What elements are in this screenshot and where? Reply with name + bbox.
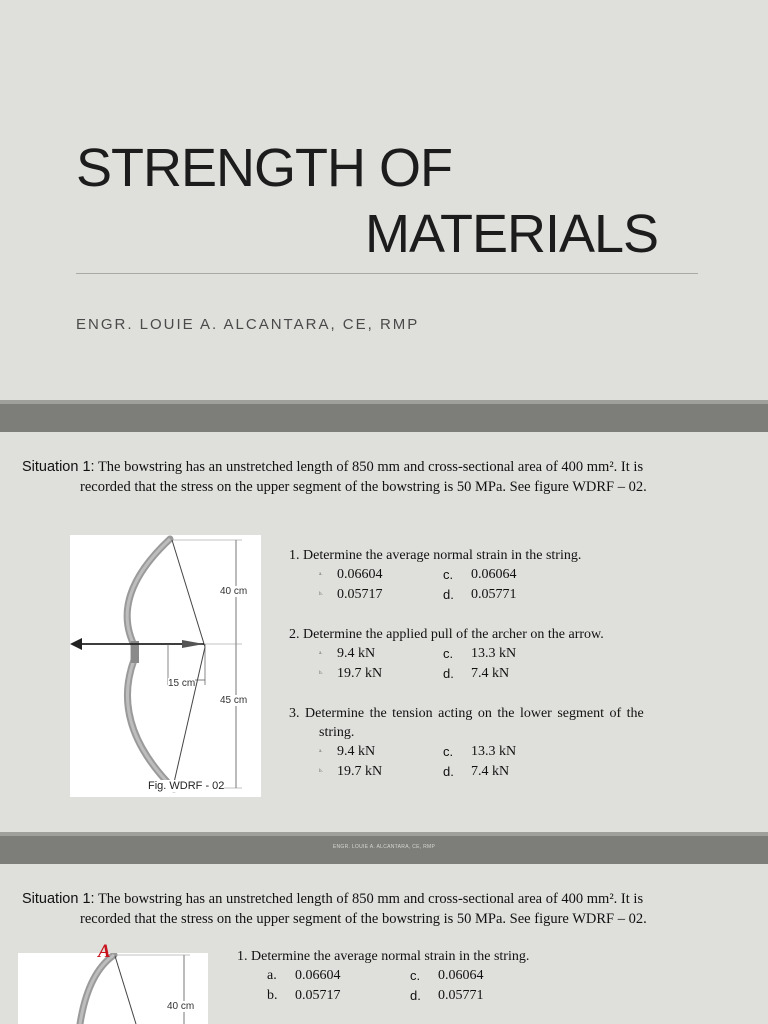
option-value: 7.4 kN xyxy=(471,763,510,779)
option-value: 7.4 kN xyxy=(471,665,510,681)
question-3-text-line1: 3. Determine the tension acting on the lower segment of the xyxy=(289,706,644,721)
option-value: 0.05717 xyxy=(295,987,341,1003)
questions xyxy=(289,546,729,781)
option-letter: b. xyxy=(267,987,278,1003)
option-bullet: a. xyxy=(319,572,323,577)
situation-line-1: The bowstring has an unstretched length of 850 mm and cross-sectional area of 400 mm². It is xyxy=(97,459,644,475)
option-value: 0.06064 xyxy=(471,567,517,582)
option-letter: c. xyxy=(443,744,454,759)
option-bullet: a. xyxy=(319,651,323,656)
situation-label: Situation 1: xyxy=(22,891,95,907)
option-bullet: a. xyxy=(319,749,323,754)
question-2-text: 2. Determine the applied pull of the archer on the arrow. xyxy=(289,627,604,642)
slide-separator-footer xyxy=(0,836,768,864)
question-2-options xyxy=(319,644,729,683)
questions xyxy=(237,947,657,1005)
bow-figure-partial xyxy=(18,953,208,1024)
title-divider xyxy=(76,273,698,274)
point-a-label: A xyxy=(98,941,111,962)
option-bullet: b. xyxy=(319,591,323,597)
situation-line-1: The bowstring has an unstretched length of 850 mm and cross-sectional area of 400 mm². It is xyxy=(97,891,644,907)
option-letter: d. xyxy=(410,987,421,1003)
question-1-options xyxy=(267,966,657,1005)
option-value: 9.4 kN xyxy=(337,744,376,759)
title-slide xyxy=(0,0,768,400)
slide-separator xyxy=(0,404,768,432)
option-letter: d. xyxy=(443,665,454,681)
question-3-options xyxy=(319,742,729,781)
option-value: 13.3 kN xyxy=(471,646,517,661)
option-letter: d. xyxy=(443,763,454,779)
option-value: 0.06604 xyxy=(337,567,383,582)
option-value: 9.4 kN xyxy=(337,646,376,661)
option-value: 0.06064 xyxy=(438,968,484,983)
option-letter: d. xyxy=(443,586,454,602)
situation-line-2: recorded that the stress on the upper segment of the bowstring is 50 MPa. See figure WDRF – 02. xyxy=(80,479,647,495)
question-1-text: 1. Determine the average normal strain in the string. xyxy=(237,949,530,964)
question-1-options xyxy=(319,565,729,604)
option-bullet: b. xyxy=(319,670,323,676)
option-bullet: b. xyxy=(319,768,323,774)
situation-text xyxy=(22,457,647,497)
option-letter: c. xyxy=(443,567,454,582)
problem-slide-continued xyxy=(0,864,768,1024)
question-1-text: 1. Determine the average normal strain in the string. xyxy=(289,548,582,563)
problem-slide xyxy=(0,432,768,832)
option-value: 0.05771 xyxy=(438,987,484,1003)
footer-text: ENGR. LOUIE A. ALCANTARA, CE, RMP xyxy=(332,844,436,850)
option-letter: c. xyxy=(443,646,454,661)
title-line-2: MATERIALS xyxy=(365,204,659,264)
option-letter: c. xyxy=(410,968,421,983)
dim-label-lower: 45 cm xyxy=(220,695,248,706)
situation-line-2: recorded that the stress on the upper segment of the bowstring is 50 MPa. See figure WDRF – 02. xyxy=(80,911,647,927)
dim-label-horizontal: 15 cm xyxy=(168,678,196,689)
option-value: 13.3 kN xyxy=(471,744,517,759)
situation-text xyxy=(22,889,647,929)
situation-label: Situation 1: xyxy=(22,459,95,475)
option-value: 0.06604 xyxy=(295,968,341,983)
figure-caption: Fig. WDRF - 02 xyxy=(148,780,225,792)
question-3-text-line2: string. xyxy=(319,725,355,740)
option-value: 0.05717 xyxy=(337,586,383,602)
option-value: 19.7 kN xyxy=(337,665,383,681)
title-line-1: STRENGTH OF xyxy=(76,138,452,198)
dim-label-upper: 40 cm xyxy=(167,1001,195,1012)
author-subtitle: ENGR. LOUIE A. ALCANTARA, CE, RMP xyxy=(76,316,420,333)
option-value: 0.05771 xyxy=(471,586,517,602)
option-letter: a. xyxy=(267,968,277,983)
dim-label-upper: 40 cm xyxy=(220,586,248,597)
option-value: 19.7 kN xyxy=(337,763,383,779)
bow-figure xyxy=(70,535,261,797)
